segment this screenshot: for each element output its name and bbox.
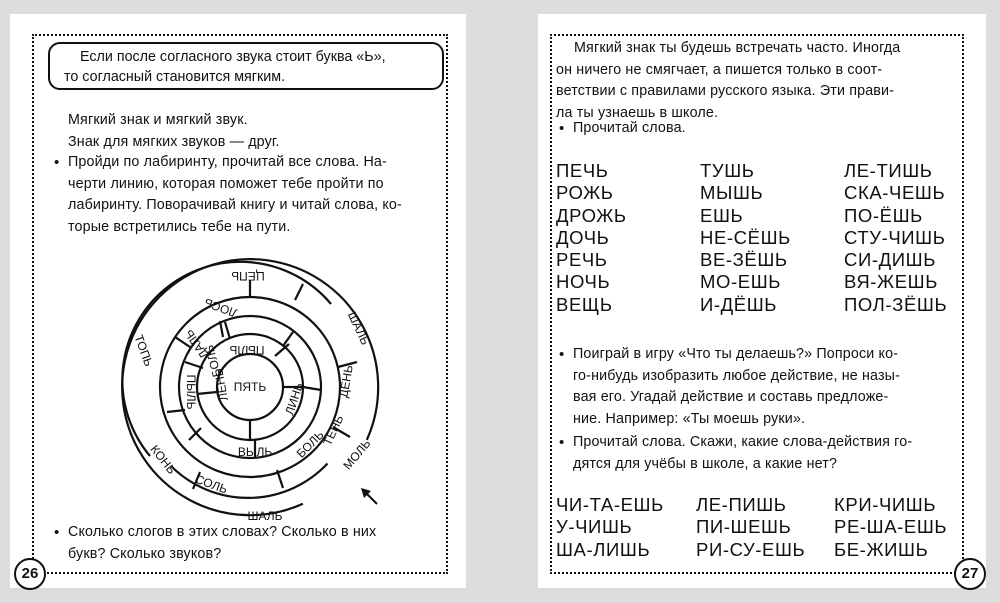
rule-line-1: Если после согласного звука стоит буква «Ь», — [80, 49, 386, 65]
word: СКА-ЧЕШЬ — [844, 182, 946, 204]
words-column-1 — [556, 160, 627, 316]
maze-word: ШАЛЬ — [247, 509, 283, 523]
word: ТУШЬ — [700, 160, 755, 181]
maze-word: СОЛЬ — [193, 471, 230, 497]
word: ВЕЩЬ — [556, 293, 613, 315]
task-line: букв? Сколько звуков? — [68, 545, 222, 562]
intro-line: ветствии с правилами русского языка. Эти прави- — [556, 83, 895, 99]
maze-wall — [303, 387, 321, 390]
motto — [68, 110, 280, 153]
left-page — [10, 14, 466, 588]
word: БЕ-ЖИШЬ — [834, 538, 929, 560]
maze-word: ПЫЛЬ — [184, 374, 198, 410]
maze-word: ЦЕПЬ — [231, 269, 265, 283]
words2-column-2 — [696, 494, 805, 561]
task-line: го-нибудь изобразить любое действие, не назы- — [573, 367, 901, 384]
task-read-words-2 — [573, 432, 950, 475]
task-line: ние. Например: «Ты моешь руки». — [573, 410, 806, 427]
intro-line: ла ты узнаешь в школе. — [556, 104, 719, 121]
maze-diagram[interactable] — [105, 242, 395, 532]
word: ПЕЧЬ — [556, 160, 609, 181]
maze-word: ВЫЛЬ — [237, 445, 273, 459]
maze-wall — [197, 392, 217, 394]
page-number-left: 26 — [14, 558, 46, 590]
maze-wall — [185, 362, 203, 368]
right-page — [538, 14, 986, 588]
maze-word: ЛОСЬ — [202, 295, 239, 321]
task-line: вая его. Угадай действие и составь предложе- — [573, 389, 889, 405]
maze-word: ДАЛЬ — [181, 327, 212, 362]
word: КРИ-ЧИШЬ — [834, 494, 937, 515]
word: ЧИ-ТА-ЕШЬ — [556, 494, 664, 515]
maze-word: ТЕНЬ — [320, 412, 347, 448]
maze-wall — [225, 322, 230, 339]
word: РОЖЬ — [556, 182, 614, 204]
word: ДРОЖЬ — [556, 204, 627, 226]
maze-word: МОЛЬ — [340, 436, 374, 473]
word: И-ДЁШЬ — [700, 293, 778, 315]
word: ПО-ЁШЬ — [844, 204, 923, 226]
task-line: лабиринту. Поворачивай книгу и читай слова, ко- — [68, 197, 402, 213]
task-read-words-1: • Прочитай слова. — [573, 118, 686, 140]
maze-word: ПЫЛЬ — [229, 343, 265, 357]
task-count-syllables — [68, 522, 446, 565]
maze-word: КОНЬ — [147, 442, 179, 477]
task-line: • Прочитай слова. Скажи, какие слова-действия го- — [573, 434, 913, 450]
word: ДОЧЬ — [556, 226, 610, 248]
word: ПОЛ-ЗЁШЬ — [844, 293, 948, 315]
intro-paragraph — [556, 38, 950, 124]
maze-word: ТОПЬ — [131, 332, 156, 369]
word: ЛЕ-ТИШЬ — [844, 160, 933, 181]
word: ЕШЬ — [700, 204, 744, 226]
word: ША-ЛИШЬ — [556, 538, 651, 560]
maze-center-word: ПЯТЬ — [233, 380, 267, 394]
rule-box — [48, 42, 444, 90]
motto-line: Знак для мягких звуков — друг. — [68, 133, 280, 150]
word: РЕЧЬ — [556, 249, 608, 271]
maze-wall — [189, 428, 201, 440]
maze-word: ШАЛЬ — [344, 309, 373, 348]
task-line: • Поиграй в игру «Что ты делаешь?» Попроси ко- — [573, 346, 899, 362]
task-line: торые встретились тебе на пути. — [68, 218, 291, 235]
maze-wall — [220, 321, 223, 337]
word: РИ-СУ-ЕШЬ — [696, 538, 806, 560]
maze-word: ЛЕНЬ — [211, 367, 231, 402]
task-line: дятся для учёбы в школе, а какие нет? — [573, 455, 838, 472]
word: НЕ-СЁШЬ — [700, 226, 791, 248]
maze-entry-arrow — [361, 488, 377, 504]
word: НОЧЬ — [556, 271, 611, 293]
motto-line: Мягкий знак и мягкий звук. — [68, 112, 248, 128]
word: МО-ЕШЬ — [700, 271, 781, 293]
intro-line: Мягкий знак ты будешь встречать часто. Иногда — [574, 40, 901, 56]
word: СИ-ДИШЬ — [844, 249, 936, 271]
word: ВЕ-ЗЁШЬ — [700, 249, 788, 271]
word: РЕ-ША-ЕШЬ — [834, 516, 948, 538]
task-line: • Пройди по лабиринту, прочитай все слова. На- — [68, 154, 387, 170]
task-game — [573, 344, 950, 430]
page-number-right: 27 — [954, 558, 986, 590]
maze-word: ДЕНЬ — [336, 364, 356, 399]
word: У-ЧИШЬ — [556, 516, 633, 538]
maze-word: БОЛЬ — [293, 427, 327, 461]
word: СТУ-ЧИШЬ — [844, 226, 946, 248]
word: ЛЕ-ПИШЬ — [696, 494, 787, 515]
words-column-3 — [844, 160, 947, 316]
word: ВЯ-ЖЕШЬ — [844, 271, 938, 293]
intro-line: он ничего не смягчает, а пишется только в соот- — [556, 61, 883, 78]
word: ПИ-ШЕШЬ — [696, 516, 792, 538]
maze-word: БОЛЬ — [202, 343, 225, 379]
word: МЫШЬ — [700, 182, 764, 204]
words-column-2 — [700, 160, 791, 316]
task-maze-instructions — [68, 152, 446, 238]
task-line: • Сколько слогов в этих словах? Сколько в них — [68, 524, 377, 540]
maze-word: ЛИНЬ — [282, 380, 306, 417]
maze-wall — [295, 284, 303, 300]
task-line: черти линию, которая поможет тебе пройти по — [68, 175, 384, 192]
words2-column-1 — [556, 494, 664, 561]
words2-column-3 — [834, 494, 947, 561]
rule-line-2: то согласный становится мягким. — [64, 69, 286, 85]
